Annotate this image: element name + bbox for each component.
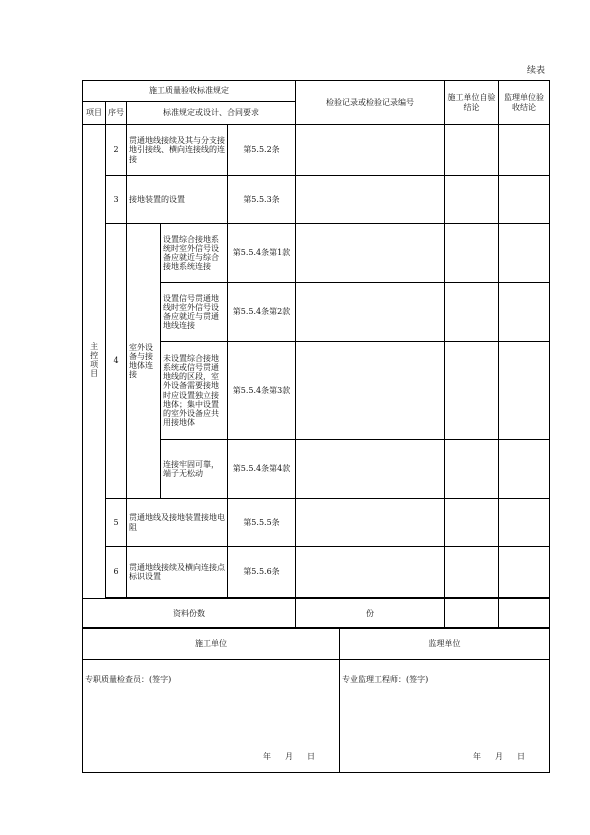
clause-cell: 第5.5.6条 (228, 547, 296, 598)
docs-supervisor-cell[interactable] (499, 599, 550, 629)
group-label-text: 主控项目 (89, 342, 99, 379)
clause-cell: 第5.5.4条第3款 (228, 342, 296, 440)
col-req: 标准规定或设计、合同要求 (127, 102, 296, 125)
contractor-title: 施工单位 (83, 628, 340, 660)
year-label: 年 (473, 752, 481, 761)
docs-label: 资料份数 (83, 599, 296, 629)
contractor-cell[interactable] (445, 125, 499, 176)
docs-count[interactable] (296, 599, 445, 629)
supervisor-cell[interactable] (499, 283, 550, 342)
supervisor-cell[interactable] (499, 440, 550, 499)
contractor-sign-area[interactable] (83, 660, 340, 773)
clause-cell: 第5.5.4条第1款 (228, 224, 296, 283)
contractor-cell[interactable] (445, 547, 499, 598)
supervisor-sign-area[interactable] (340, 660, 550, 773)
contractor-cell[interactable] (445, 224, 499, 283)
record-cell[interactable] (296, 499, 445, 547)
seq-cell: 4 (106, 224, 127, 499)
supervisor-cell[interactable] (499, 547, 550, 598)
seq-cell: 3 (106, 176, 127, 224)
sub-req-text: 设置信号贯通地线时室外信号设备应就近与贯通地线连接 (161, 283, 228, 342)
record-cell[interactable] (296, 440, 445, 499)
record-cell[interactable] (296, 547, 445, 598)
contractor-cell[interactable] (445, 342, 499, 440)
record-cell[interactable] (296, 176, 445, 224)
seq-cell: 5 (106, 499, 127, 547)
clause-cell: 第5.5.5条 (228, 499, 296, 547)
sub-req-text: 未设置综合接地系统或信号贯通地线的区段，室外设备需要接地时应设置独立接地体；集中设置的室外设备应共用接地体 (161, 342, 228, 440)
contractor-sign-label: 专职质量检查员：(签字) (85, 675, 172, 684)
docs-contractor-cell[interactable] (445, 599, 499, 629)
supervisor-date (459, 751, 525, 762)
month-label: 月 (495, 752, 503, 761)
month-label: 月 (285, 752, 293, 761)
continued-label: 续表 (526, 66, 545, 76)
clause-cell: 第5.5.2条 (228, 125, 296, 176)
day-label: 日 (517, 752, 525, 761)
supervisor-cell[interactable] (499, 224, 550, 283)
docs-unit: 份 (366, 608, 374, 618)
contractor-cell[interactable] (445, 499, 499, 547)
supervisor-cell[interactable] (499, 342, 550, 440)
seq-cell: 6 (106, 547, 127, 598)
clause-cell: 第5.5.4条第4款 (228, 440, 296, 499)
col-contractor: 施工单位自验结论 (445, 81, 499, 125)
supervisor-cell[interactable] (499, 499, 550, 547)
supervisor-cell[interactable] (499, 176, 550, 224)
contractor-cell[interactable] (445, 283, 499, 342)
group-label (83, 125, 106, 599)
category-cell: 室外设备与接地体连接 (127, 224, 161, 499)
supervisor-sign-label: 专业监理工程师：(签字) (342, 675, 429, 684)
col-record: 检验记录或检验记录编号 (296, 81, 445, 125)
supervisor-title: 监理单位 (340, 628, 550, 660)
year-label: 年 (263, 752, 271, 761)
contractor-date (249, 751, 315, 762)
contractor-cell[interactable] (445, 440, 499, 499)
req-text: 贯通地线及接地装置接地电阻 (127, 499, 228, 547)
day-label: 日 (307, 752, 315, 761)
record-cell[interactable] (296, 224, 445, 283)
req-text: 接地装置的设置 (127, 176, 228, 224)
sub-req-text: 设置综合接地系统时室外信号设备应就近与综合接地系统连接 (161, 224, 228, 283)
req-text: 贯通地线接续及横向连接点标识设置 (127, 547, 228, 598)
sub-req-text: 连接牢固可靠，端子无松动 (161, 440, 228, 499)
contractor-cell[interactable] (445, 176, 499, 224)
req-text: 贯通地线接续及其与分支接地引接线、横向连接线的连接 (127, 125, 228, 176)
col-seq: 序号 (106, 102, 127, 125)
supervisor-cell[interactable] (499, 125, 550, 176)
clause-cell: 第5.5.4条第2款 (228, 283, 296, 342)
record-cell[interactable] (296, 283, 445, 342)
signature-table (82, 627, 550, 773)
col-supervisor: 监理单位验收结论 (499, 81, 550, 125)
seq-cell: 2 (106, 125, 127, 176)
record-cell[interactable] (296, 342, 445, 440)
clause-cell: 第5.5.3条 (228, 176, 296, 224)
inspection-table (82, 80, 550, 629)
record-cell[interactable] (296, 125, 445, 176)
col-item: 项目 (83, 102, 106, 125)
std-title: 施工质量验收标准规定 (83, 81, 296, 102)
